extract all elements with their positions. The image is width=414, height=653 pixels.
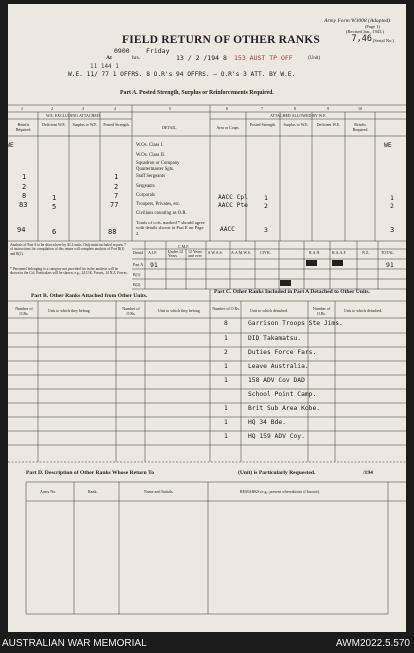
detail-staff-sgts: Staff Sergeants bbox=[136, 174, 165, 179]
posted2-total: 3 bbox=[264, 226, 268, 234]
analysis-note: Analysis of Part A to be shown here by ALL units. Only units included in para. 7 of instructions for compilation of this return will complete analysis of Part B(1) and B(2). bbox=[10, 243, 127, 256]
col-num-6: 6 bbox=[226, 106, 228, 111]
detail-civilians: Civilians counting as O.R. bbox=[136, 211, 187, 216]
reinfts-required-total: 3 bbox=[390, 226, 395, 234]
attached-allowed-header: ATTACHED ALLOWED BY W.E. bbox=[270, 113, 327, 118]
analysis-head-cmf: C.M.F. bbox=[178, 244, 190, 249]
deficient-corporals: 1 bbox=[52, 194, 57, 202]
col-head-deficient: Deficient W.E. bbox=[42, 122, 66, 127]
analysis-head-civil: CIVIL. bbox=[260, 250, 272, 255]
part-c-row-7-num: 1 bbox=[224, 405, 228, 412]
arm-total: AACC bbox=[220, 226, 235, 233]
reinfts-staff-sgts: 1 bbox=[22, 173, 27, 181]
deficient-troopers: 5 bbox=[52, 203, 57, 211]
col-head-surplus-2: Surplus to W.E. bbox=[283, 122, 309, 127]
col-head-reinfts-2: Reinfts. Required. bbox=[352, 122, 369, 132]
page-title: FIELD RETURN OF OTHER RANKS bbox=[122, 34, 320, 46]
part-c-head-num-2: Number of O.Rs. bbox=[312, 306, 331, 316]
part-c-row-7-unit: Brit Sub Area Kobe. bbox=[248, 405, 321, 412]
col-num-7: 7 bbox=[261, 106, 263, 111]
detail-totals: Totals of cols. marked * should agree with details shown in Part E on Page 2. bbox=[136, 220, 205, 236]
part-c-head-unit-1: Unit to which detached. bbox=[250, 308, 289, 313]
part-c-row-1-unit: Garrison Troops Ste Jims. bbox=[248, 320, 343, 327]
part-c-row-2-unit: DID Takamatsu. bbox=[248, 335, 302, 342]
detail-header: DETAIL. bbox=[162, 125, 178, 130]
army-form-label: Army Form W3008 (Adapted) bbox=[324, 18, 390, 24]
reinfts-total: 94 bbox=[17, 226, 26, 234]
posted-sergeants: 2 bbox=[114, 183, 119, 191]
analysis-head-over12: 12 Years and over bbox=[188, 249, 202, 258]
col-num-8: 8 bbox=[294, 106, 296, 111]
analysis-head-total: TOTAL. bbox=[381, 250, 395, 255]
col-num-10: 10 bbox=[358, 106, 362, 111]
analysis-head-ran: R.A.N. bbox=[309, 250, 321, 255]
part-c-head-num-1: Number of O.Rs. bbox=[212, 306, 240, 311]
analysis-row-b2: B(2) bbox=[133, 282, 141, 287]
part-c-row-4-unit: Leave Australia. bbox=[248, 363, 309, 370]
posted-troopers: 77 bbox=[110, 201, 119, 209]
arm-troopers: AACC Pte bbox=[218, 202, 248, 209]
analysis-head-aif: A.I.F. bbox=[148, 250, 158, 255]
posted-staff-sgts: 1 bbox=[114, 173, 119, 181]
analysis-head-swas: S.W.A.S. bbox=[208, 250, 223, 255]
part-d-head-army-no: Army No. bbox=[40, 489, 57, 494]
revised-label: (Revised Jan., 1943.) bbox=[345, 29, 384, 34]
part-c-row-9-num: 1 bbox=[224, 433, 228, 440]
analysis-head-raaf: R.A.A.F. bbox=[332, 250, 347, 255]
detail-sergeants: Sergeants bbox=[136, 184, 155, 189]
analysis-row-part-a: Part A bbox=[133, 262, 144, 267]
date-value: 13 / 2 /194 8 bbox=[176, 54, 227, 62]
reinfts-troopers: 83 bbox=[19, 201, 28, 209]
analysis-note-2: * Personnel belonging to a category not provided for in the analysis will be shown in the Col. Particulars will be shown, e.g., 24 U.K. Forces, 14 N.Z. Forces. bbox=[10, 267, 128, 276]
part-c-row-2-num: 1 bbox=[224, 335, 228, 342]
part-b-head-num-2: Number of O.Rs. bbox=[122, 306, 140, 316]
col-num-1: 1 bbox=[21, 106, 23, 111]
part-c-row-3-unit: Duties Force Fars. bbox=[248, 349, 317, 356]
reinfts2-troopers: 2 bbox=[390, 202, 394, 210]
at-label: At bbox=[106, 55, 112, 61]
reinfts2-corporals: 1 bbox=[390, 194, 394, 202]
part-c-row-8-unit: HQ 34 Bde. bbox=[248, 419, 286, 426]
col-head-posted: Posted Strength. bbox=[103, 122, 130, 127]
reinfts-corporals: 8 bbox=[22, 192, 27, 200]
analysis-aif-value: 91 bbox=[150, 261, 158, 269]
part-c-row-6-unit: School Point Camp. bbox=[248, 391, 317, 398]
part-d-title: Part D. Description of Other Ranks Whose Return To bbox=[26, 470, 154, 476]
part-c-row-4-num: 1 bbox=[224, 363, 228, 370]
form-ruling bbox=[8, 4, 406, 632]
part-b-head-num-1: Number of O.Rs. bbox=[15, 306, 33, 316]
detail-troopers: Troopers, Privates, etc. bbox=[136, 202, 181, 207]
arm-corporals: AACC Cpl bbox=[218, 194, 248, 201]
part-c-row-8-num: 1 bbox=[224, 419, 228, 426]
hrs-label: hrs. bbox=[132, 55, 141, 61]
unit-stamp: 153 AUST TP OFF bbox=[234, 54, 293, 62]
part-c-row-3-num: 2 bbox=[224, 349, 228, 356]
part-b-title: Part B. Other Ranks Attached from Other Units. bbox=[31, 293, 148, 299]
analysis-total-value: 91 bbox=[386, 261, 394, 269]
part-c-title: Part C. Other Ranks Included in Part A Detached to Other Units. bbox=[214, 289, 370, 295]
col-head-posted-2: Posted Strength. bbox=[249, 122, 277, 127]
detail-wo1: W.Os. Class I. bbox=[136, 143, 164, 148]
col-head-deficient-2: Deficient W.E. bbox=[316, 122, 341, 127]
part-c-row-9-unit: HQ 159 ADV Coy. bbox=[248, 433, 305, 440]
detail-wo2: W.Os. Class II. bbox=[136, 153, 166, 158]
part-b-head-unit-1: Unit to which they belong bbox=[48, 308, 90, 313]
day-value: Friday bbox=[146, 47, 170, 55]
posted-corporals: 7 bbox=[114, 192, 119, 200]
part-d-head-rank: Rank. bbox=[88, 489, 98, 494]
footer-accession: AWM2022.5.570 bbox=[335, 638, 410, 649]
col-num-4: 4 bbox=[114, 106, 116, 111]
posted-total: 88 bbox=[108, 228, 117, 236]
deficient-total: 6 bbox=[52, 228, 57, 236]
part-c-row-5-num: 1 bbox=[224, 377, 228, 384]
col-head-reinfts: Reinfts Required. bbox=[15, 122, 32, 132]
we-excluding-header: W.E. EXCLUDING ATTACHED. bbox=[46, 113, 101, 118]
serial-label: (Serial No.) bbox=[372, 38, 394, 43]
we-values: 11 144 1 bbox=[90, 63, 119, 70]
analysis-head-detail: Detail bbox=[133, 250, 143, 255]
unit-label: (Unit) bbox=[308, 56, 321, 61]
col-num-3: 3 bbox=[82, 106, 84, 111]
detail-corporals: Corporals bbox=[136, 193, 155, 198]
part-d-head-remarks: REMARKS (e.g., present whereabouts if known). bbox=[240, 489, 320, 494]
serial-value: 7,46 bbox=[351, 34, 372, 44]
col-head-surplus: Surplus to W.E. bbox=[72, 122, 98, 127]
posted2-troopers: 2 bbox=[264, 202, 268, 210]
part-d-title-2: (Unit) is Particularly Requested. bbox=[238, 470, 316, 476]
part-c-row-1-num: 8 bbox=[224, 320, 228, 327]
part-d-head-name: Name and Initials. bbox=[144, 489, 174, 494]
analysis-head-under12: Under 12 Years bbox=[168, 249, 183, 258]
part-c-row-5-unit: 158 ADV Cov DAD bbox=[248, 377, 305, 384]
posted2-corporals: 1 bbox=[264, 194, 268, 202]
detail-qms: Squadron or Company Quartermaster Sgts. bbox=[136, 161, 180, 172]
col-num-9: 9 bbox=[327, 106, 329, 111]
we-right-marker: WE bbox=[384, 141, 392, 149]
part-b-head-unit-2: Unit to which they belong bbox=[158, 308, 200, 313]
time-value: 0900 bbox=[114, 47, 130, 55]
part-a-title: Part A. Posted Strength, Surplus or Reinforcements Required. bbox=[120, 90, 274, 96]
col-num-5: 5 bbox=[169, 106, 171, 111]
analysis-row-b1: B(1) bbox=[133, 272, 141, 277]
analysis-head-nz: N.Z. bbox=[362, 250, 370, 255]
we-left-marker: WE bbox=[6, 141, 14, 149]
col-num-2: 2 bbox=[51, 106, 53, 111]
page-label: (Page 1) bbox=[364, 24, 380, 29]
reinfts-sergeants: 2 bbox=[22, 183, 27, 191]
part-d-date-tail: /194 bbox=[363, 470, 373, 476]
col-head-arm: Arm or Corps. bbox=[216, 125, 240, 130]
footer-credit: AUSTRALIAN WAR MEMORIAL bbox=[2, 638, 147, 649]
form-sheet bbox=[8, 4, 406, 632]
analysis-head-aamws: A.A.M.W.S. bbox=[231, 250, 251, 255]
we-line: W.E. 11/ 77 1 OFFRS. 8 O.R's 94 OFFRS. – O.R's 3 ATT. BY W.E. bbox=[68, 71, 296, 78]
part-c-head-unit-2: Unit to which detached. bbox=[344, 308, 383, 313]
